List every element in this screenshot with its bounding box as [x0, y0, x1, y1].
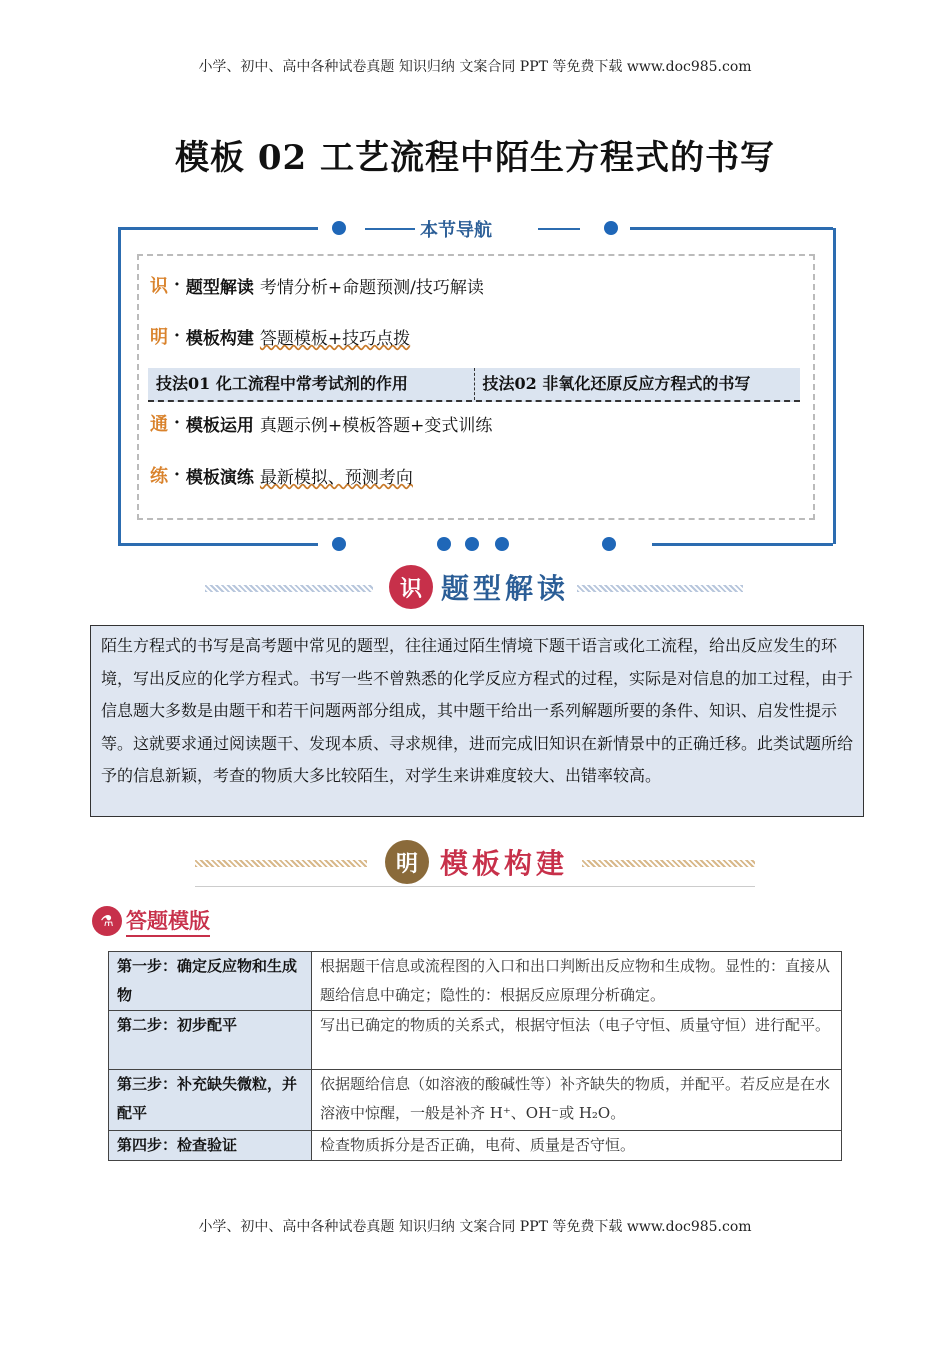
- divider: [118, 227, 318, 230]
- dot-icon: [495, 537, 509, 551]
- steps-table: [108, 951, 842, 1161]
- dot-icon: [602, 537, 616, 551]
- divider: [365, 228, 415, 230]
- nav-icon: 明: [150, 327, 168, 348]
- navigation-title: 本节导航: [420, 220, 492, 241]
- page-footer: 小学、初中、高中各种试卷真题 知识归纳 文案合同 PPT 等免费下载 www.doc985.com: [198, 1219, 752, 1235]
- nav-item-2[interactable]: 明 · 模板构建 答题模板+技巧点拨: [150, 323, 410, 349]
- dot-icon: [437, 537, 451, 551]
- nav-icon: 通: [150, 414, 168, 435]
- intro-paragraph: 陌生方程式的书写是高考题中常见的题型，往往通过陌生情境下题干语言或化工流程，给出反应发生的环境，写出反应的化学方程式。书写一些不曾熟悉的化学反应方程式的过程，实际是对信息的加工过程，由于信息题大多数是由题干和若干问题两部分组成，其中题干给出一系列解题所要的条件、知识、启发性提示等。这就要求通过阅读题干、发现本质、寻求规律，进而完成旧知识在新情景中的正确迁移。此类试题所给予的信息新颖，考查的物质大多比较陌生，对学生来讲难度较大、出错率较高。: [90, 625, 864, 817]
- nav-item-name: 模板演练: [185, 467, 254, 488]
- dot-icon: [332, 221, 346, 235]
- nav-item-desc: 答题模板+技巧点拨: [259, 328, 411, 349]
- technique-list: [148, 368, 800, 402]
- table-row: 第二步：初步配平 写出已确定的物质的关系式，根据守恒法（电子守恒、质量守恒）进行配平。: [109, 1011, 842, 1070]
- nav-item-name: 模板运用: [185, 415, 254, 436]
- badge-icon: 识: [389, 565, 433, 609]
- nav-icon: 识: [150, 276, 168, 297]
- page-title: 模板 02 工艺流程中陌生方程式的书写: [175, 138, 775, 178]
- divider: [538, 228, 580, 230]
- nav-item-desc: 真题示例+模板答题+变式训练: [259, 415, 493, 436]
- technique-2[interactable]: 技法02 非氧化还原反应方程式的书写: [474, 368, 801, 400]
- badge-icon: 明: [385, 840, 429, 884]
- nav-item-4[interactable]: 练 · 模板演练 最新模拟、预测考向: [150, 462, 413, 488]
- table-row: 第四步：检查验证 检查物质拆分是否正确，电荷、质量是否守恒。: [109, 1131, 842, 1161]
- flask-icon: ⚗: [92, 906, 122, 936]
- dot-icon: [465, 537, 479, 551]
- nav-item-1[interactable]: 识 · 题型解读 考情分析+命题预测/技巧解读: [150, 272, 484, 298]
- section-title: 模板构建: [440, 847, 569, 880]
- nav-item-desc: 最新模拟、预测考向: [259, 467, 413, 488]
- table-row: 第三步：补充缺失微粒，并配平 依据题给信息（如溶液的酸碱性等）补齐缺失的物质，并配平。若反应是在水溶液中惊醒，一般是补齐 H⁺、OH⁻或 H₂O。: [109, 1070, 842, 1131]
- nav-item-3[interactable]: 通 · 模板运用 真题示例+模板答题+变式训练: [150, 410, 492, 436]
- nav-item-name: 题型解读: [185, 277, 254, 298]
- divider: [652, 543, 833, 546]
- divider: [118, 543, 318, 546]
- nav-item-desc: 考情分析+命题预测/技巧解读: [259, 277, 484, 298]
- page-header: 小学、初中、高中各种试卷真题 知识归纳 文案合同 PPT 等免费下载 www.doc985.com: [198, 59, 752, 75]
- table-row: 第一步：确定反应物和生成物 根据题干信息或流程图的入口和出口判断出反应物和生成物。显性的：直接从题给信息中确定；隐性的：根据反应原理分析确定。: [109, 952, 842, 1011]
- dot-icon: [332, 537, 346, 551]
- section-banner-1: [205, 563, 745, 611]
- nav-icon: 练: [150, 466, 168, 487]
- divider: [630, 227, 833, 230]
- template-heading: ⚗ 答题模版: [92, 905, 210, 937]
- dot-icon: [604, 221, 618, 235]
- nav-item-name: 模板构建: [185, 328, 254, 349]
- section-banner-2: [195, 838, 755, 887]
- technique-1[interactable]: 技法01 化工流程中常考试剂的作用: [156, 374, 408, 393]
- section-title: 题型解读: [441, 572, 570, 605]
